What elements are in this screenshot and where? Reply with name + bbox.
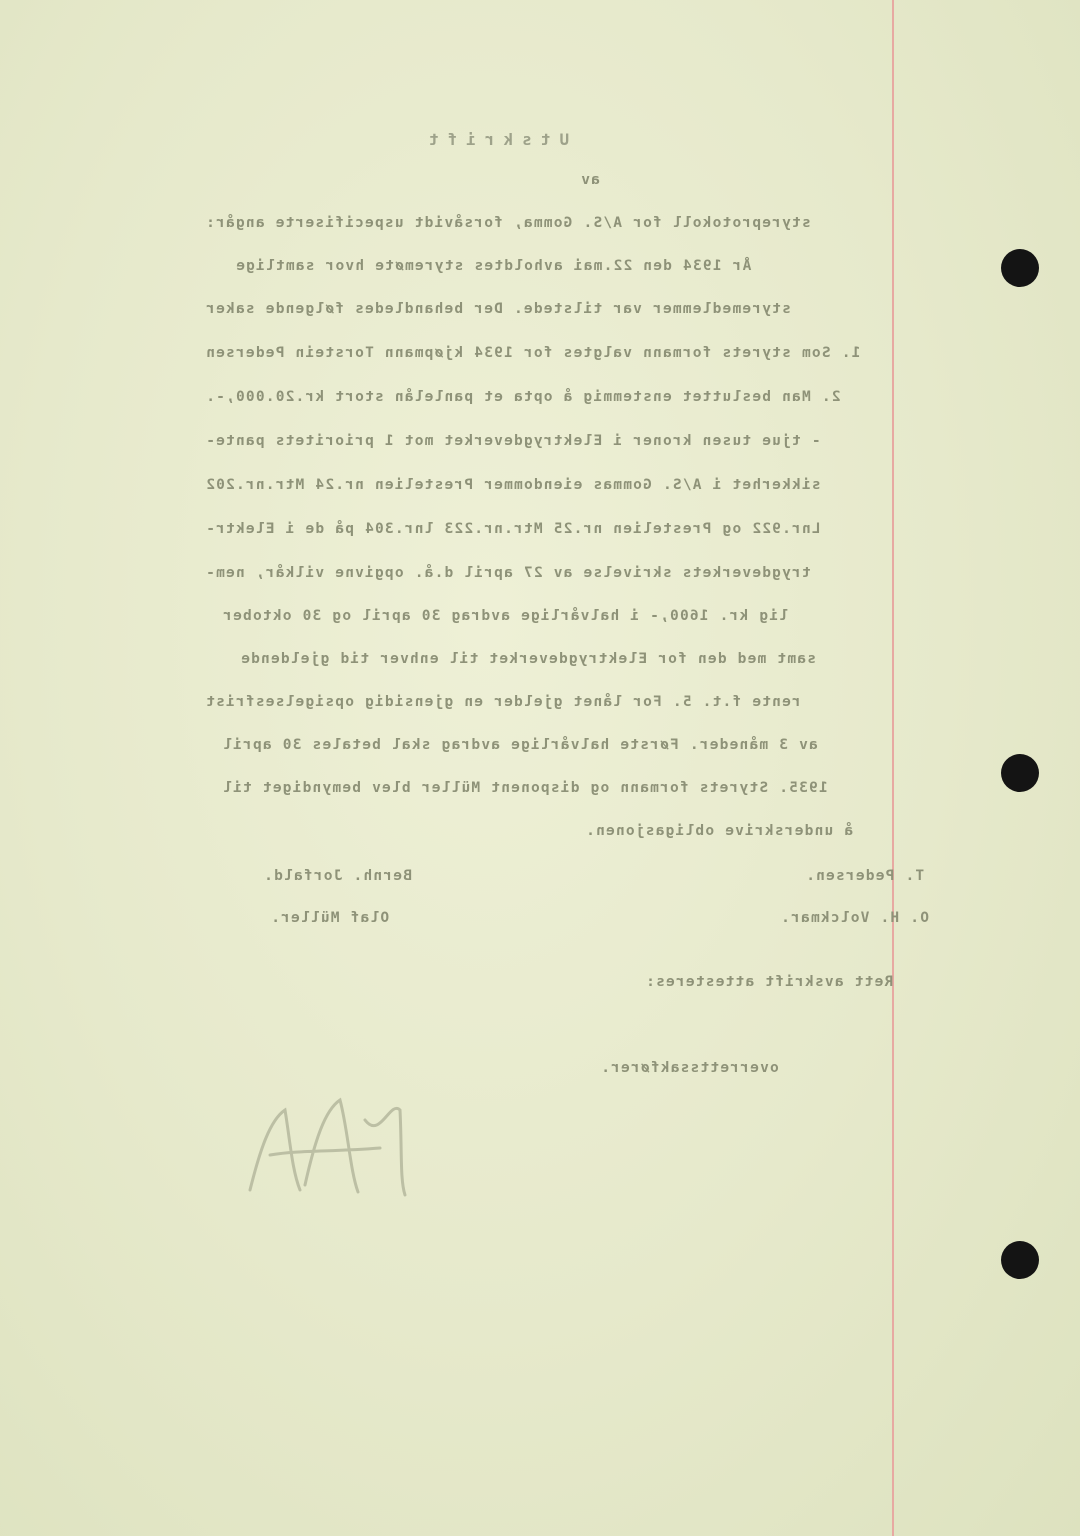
signature-mark [230,1080,420,1210]
text-line: rente f.t. 5. For lånet gjelder en gjensidig opsigelsesfrist [205,694,801,710]
office-title: overrettssakfører. [600,1060,779,1076]
text-line: samt med den for Elektrygdeverket til enhver tid gjeldende [240,651,816,667]
text-line: 2. Man besluttet enstemmig å opta et panlelån stort kr.20.000,-. [205,389,841,405]
text-line: Lnr.922 og Prestelien nr.25 Mtr.nr.223 lnr.304 på de i Elektr- [205,521,821,537]
signatory: Olaf Müller. [270,910,390,926]
signatory: O. H. Volckmar. [780,910,929,926]
text-line: - tjue tusen kroner i Elektrygdeverket mot 1 prioritets pante- [205,433,821,449]
document-title: Utskrift [420,130,570,149]
signatory: Bernh. Jorfald. [263,868,412,884]
signatory: T. Pedersen. [805,868,925,884]
text-line: sikkerhet i A/S. Gommas eiendommer Prestelien nr.24 Mtr.nr.202 [205,477,821,493]
attestation-line: Rett avskrift attesteres: [645,974,894,990]
text-line: styreprotokoll for A/S. Gomma, forsåvidt uspecifiserte angår: [205,215,811,231]
document-subtitle: av [580,172,600,188]
text-line: av 3 måneder. Første halvårlige avdrag skal betales 30 april [222,737,818,753]
text-line: å underskrive obligasjonen. [585,823,854,839]
text-line: År 1934 den 22.mai avholdtes styremøte hvor samtlige [235,258,752,274]
text-line: 1. Som styrets formann valgtes for 1934 kjøpmann Torstein Pedersen [205,345,861,361]
text-line: lig kr. 1600,- i halvårlige avdrag 30 april og 30 oktober [222,608,788,624]
text-line: 1935. Styrets formann og disponent Müller blev bemyndiget til [222,780,828,796]
text-line: styremedlemmer var tilstede. Der behandledes følgende saker [205,301,791,317]
text-line: trygdeverkets skrivelse av 27 april d.å. opgivne vilkår, nem- [205,565,811,581]
